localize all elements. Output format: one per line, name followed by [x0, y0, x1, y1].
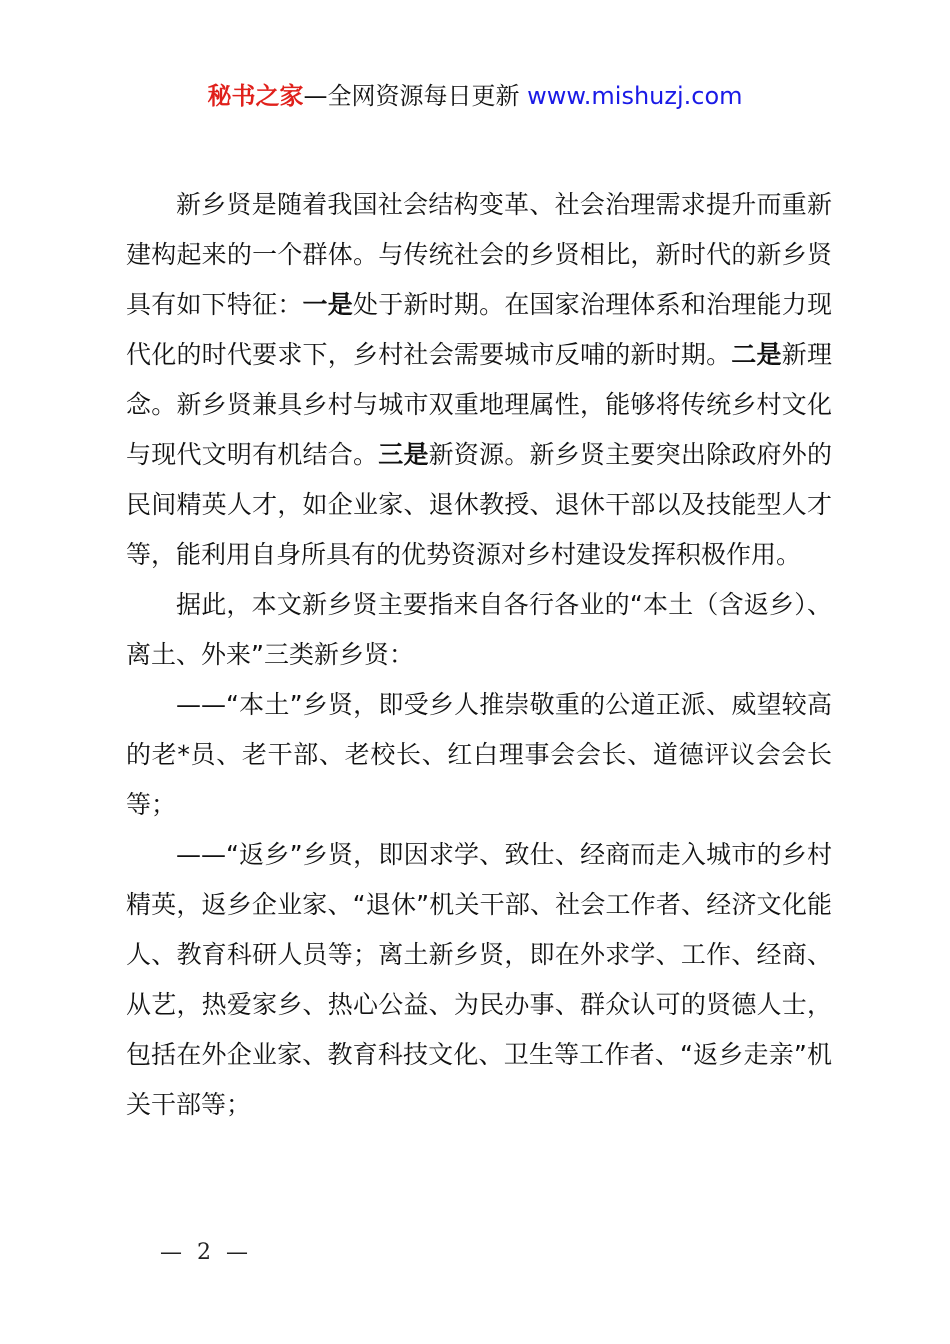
- paragraph-returning-sages: ——“返乡”乡贤，即因求学、致仕、经商而走入城市的乡村精英，返乡企业家、“退休”机关干部、社会工作者、经济文化能人、教育科研人员等；离土新乡贤，即在外求学、工作、经商、从艺，热爱家乡、热心公益、为民办事、群众认可的贤德人士，包括在外企业家、教育科技文化、卫生等工作者、“返乡走亲”机关干部等；: [126, 840, 832, 1119]
- site-tagline: —全网资源每日更新: [303, 82, 528, 110]
- paragraph-categories: 据此，本文新乡贤主要指来自各行各业的“本土（含返乡）、离土、外来”三类新乡贤：: [126, 590, 832, 669]
- bold-marker-second: 二是: [731, 340, 782, 369]
- bold-marker-first: 一是: [302, 290, 353, 319]
- site-brand: 秘书之家: [207, 82, 304, 110]
- paragraph-text: 新理念。新乡贤兼具乡村与城市双重地理属性，能够将传统乡村文化与现代文明有机结合。: [126, 340, 832, 469]
- paragraph-text: 处于新时期。在国家治理体系和治理能力现代化的时代要求下，乡村社会需要城市反哺的新时期。: [126, 290, 832, 369]
- paragraph-text: 新乡贤是随着我国社会结构变革、社会治理需求提升而重新建构起来的一个群体。与传统社会的乡贤相比，新时代的新乡贤具有如下特征：: [126, 190, 832, 319]
- paragraph-text: 新资源。新乡贤主要突出除政府外的民间精英人才，如企业家、退休教授、退休干部以及技能型人才等，能利用自身所具有的优势资源对乡村建设发挥积极作用。: [126, 440, 832, 569]
- document-body: [126, 180, 832, 1130]
- bold-marker-third: 三是: [378, 440, 429, 469]
- paragraph-local-sages: ——“本土”乡贤，即受乡人推崇敬重的公道正派、威望较高的老*员、老干部、老校长、红白理事会会长、道德评议会会长等；: [126, 690, 832, 819]
- paragraph-features: [126, 180, 832, 580]
- site-url-link[interactable]: www.mishuzj.com: [527, 82, 743, 110]
- page-header: [0, 80, 950, 112]
- page-number: — 2 —: [160, 1240, 252, 1265]
